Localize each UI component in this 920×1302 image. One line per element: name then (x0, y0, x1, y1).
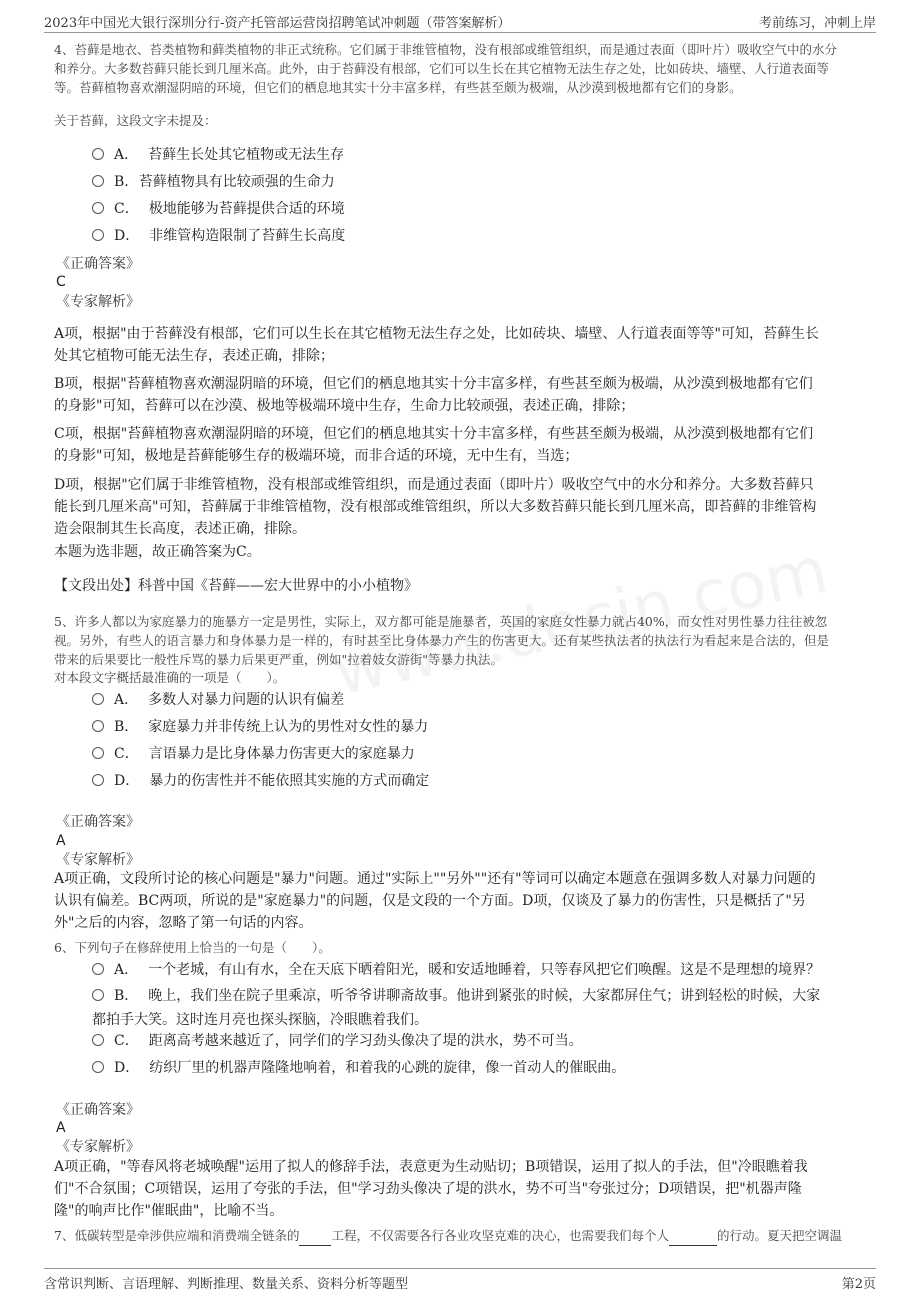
q6-option-a[interactable]: A． 一个老城，有山有水，全在天底下晒着阳光，暖和安适地睡着，只等春风把它们唤醒。这是不是理想的境界？ (92, 957, 860, 983)
q4-analysis-a: A项，根据"由于苔藓没有根部，它们可以生长在其它植物无法生存之处，比如砖块、墙壁、人行道表面等等"可知，苔藓生长 处其它植物可能无法生存，表述正确，排除； (54, 326, 819, 364)
radio-icon[interactable] (92, 175, 104, 187)
q5-option-b[interactable]: B． 家庭暴力并非传统上认为的男性对女性的暴力 (92, 714, 860, 740)
radio-icon[interactable] (92, 693, 104, 705)
q4-answer: C (56, 274, 66, 290)
page-number: 第2页 (841, 1277, 876, 1292)
q5-option-d[interactable]: D． 暴力的伤害性并不能依照其实施的方式而确定 (92, 768, 860, 794)
q7-question: 7、低碳转型是牵涉供应端和消费端全链条的 工程，不仅需要各行各业攻坚克难的决心，也需要我们每个人 的行动。夏天把空调温 (54, 1226, 870, 1246)
radio-icon[interactable] (92, 720, 104, 732)
q5-answer: A (56, 833, 66, 849)
fill-blank-1 (299, 1226, 331, 1246)
q5-answer-label: 《正确答案》 (56, 814, 140, 830)
radio-icon[interactable] (92, 1061, 104, 1073)
q6-analysis-label: 《专家解析》 (56, 1139, 140, 1155)
header-slogan: 考前练习，冲刺上岸 (758, 16, 876, 31)
radio-icon[interactable] (92, 1034, 104, 1046)
q6-answer: A (56, 1120, 66, 1136)
q5-option-c[interactable]: C． 言语暴力是比身体暴力伤害更大的家庭暴力 (92, 741, 860, 767)
radio-icon[interactable] (92, 202, 104, 214)
q4-analysis-b: B项，根据"苔藓植物喜欢潮湿阴暗的环境，但它们的栖息地其实十分丰富多样，有些甚至颇为极端，从沙漠到极地都有它们 的身影"可知，苔藓可以在沙漠、极地等极端环境中生存，生命力比较顽强，表述正确，排除； (54, 376, 813, 414)
document-title: 2023年中国光大银行深圳分行-资产托管部运营岗招聘笔试冲刺题（带答案解析） (44, 16, 511, 31)
q4-conclusion: 本题为选非题，故正确答案为C。 (54, 544, 261, 560)
q6-analysis: A项正确，"等春风将老城唤醒"运用了拟人的修辞手法，表意更为生动贴切；B项错误，运用了拟人的手法，但"冷眼瞧着我 们"不合氛围；C项错误，运用了夸张的手法，但"学习劲头像决了堤的洪水，势不可当"夸张过分；D项错误，把"机器声隆 隆"的响声比作"催眠曲"，比喻不当。 (54, 1159, 808, 1219)
q4-option-d[interactable]: D． 非维管构造限制了苔藓生长高度 (92, 223, 860, 249)
q4-analysis-label: 《专家解析》 (56, 294, 140, 310)
q5-option-a[interactable]: A． 多数人对暴力问题的认识有偏差 (92, 687, 860, 713)
radio-icon[interactable] (92, 774, 104, 786)
q6-answer-label: 《正确答案》 (56, 1102, 140, 1118)
radio-icon[interactable] (92, 229, 104, 241)
q4-option-b[interactable]: B. 苔藓植物具有比较顽强的生命力 (92, 169, 860, 195)
q4-option-a[interactable]: A． 苔藓生长处其它植物或无法生存 (92, 142, 860, 168)
q4-source: 【文段出处】科普中国《苔藓——宏大世界中的小小植物》 (54, 578, 418, 594)
q4-analysis-d: D项，根据"它们属于非维管植物，没有根部或维管组织，而是通过表面（即叶片）吸收空气中的水分和养分。大多数苔藓只 能长到几厘米高"可知，苔藓属于非维管植物，没有根部或维管组织，所以大多数苔藓只能长到几厘米高，即苔藓的非维管构 造会限制其生长高度，表述正确，排除。 (54, 477, 817, 537)
q4-analysis-c: C项，根据"苔藓植物喜欢潮湿阴暗的环境，但它们的栖息地其实十分丰富多样，有些甚至颇为极端，从沙漠到极地都有它们 的身影"可知，极地是苔藓能够生存的极端环境，而非合适的环境，无中生有，当选； (54, 426, 814, 464)
q4-question: 关于苔藓，这段文字未提及： (54, 113, 217, 128)
q4-passage: 4、苔藓是地衣、苔类植物和藓类植物的非正式统称。它们属于非维管植物，没有根部或维管组织，而是通过表面（即叶片）吸收空气中的水分 和养分。大多数苔藓只能长到几厘米高。此外，由于苔藓没有根部，它们可以生长在其它植物无法生存之处，比如砖块、墙壁、人行道表面等 等。苔藓植物喜欢潮湿阴暗的环境，但它们的栖息地其实十分丰富多样，有些甚至颇为极端，从沙漠到极地都有它们的身影。 (54, 42, 837, 95)
q5-question: 对本段文字概括最准确的一项是（ ）。 (54, 670, 286, 685)
q5-analysis-label: 《专家解析》 (56, 852, 140, 868)
page-footer (44, 1268, 876, 1291)
radio-icon[interactable] (92, 747, 104, 759)
q6-option-d[interactable]: D． 纺织厂里的机器声隆隆地响着，和着我的心跳的旋律，像一首动人的催眠曲。 (92, 1055, 860, 1081)
fill-blank-2 (669, 1226, 717, 1246)
q6-question: 6、下列句子在修辞使用上恰当的一句是（ ）。 (54, 940, 331, 955)
q5-passage: 5、许多人都以为家庭暴力的施暴方一定是男性，实际上，双方都可能是施暴者，英国的家庭女性暴力就占40%，而女性对男性暴力往往被忽 视。另外，有些人的语言暴力和身体暴力是一样的，有时甚至比身体暴力产生的伤害更大。还有某些执法者的执法行为看起来是合法的，但是 带来的后果要比一般性斥骂的暴力后果更严重，例如"拉着妓女游街"等暴力执法。 (54, 614, 830, 667)
q5-analysis: A项正确，文段所讨论的核心问题是"暴力"问题。通过"实际上""另外""还有"等词可以确定本题意在强调多数人对暴力问题的 认识有偏差。BC两项，所说的是"家庭暴力"的问题，仅是文段的一个方面。D项，仅谈及了暴力的伤害性，只是概括了"另 外"之后的内容，忽略了第一句话的内容。 (54, 871, 816, 931)
q4-option-c[interactable]: C． 极地能够为苔藓提供合适的环境 (92, 196, 860, 222)
q6-option-b[interactable]: B． 晚上，我们坐在院子里乘凉，听爷爷讲聊斋故事。他讲到紧张的时候，大家都屏住气；讲到轻松的时候，大家 都拍手大笑。这时连月亮也探头探脑，冷眼瞧着我们。 (92, 988, 821, 1028)
footer-note: 含常识判断、言语理解、判断推理、数量关系、资料分析等题型 (44, 1277, 409, 1292)
page-header (44, 10, 876, 33)
radio-icon[interactable] (92, 989, 104, 1001)
q6-option-c[interactable]: C． 距离高考越来越近了，同学们的学习劲头像决了堤的洪水，势不可当。 (92, 1028, 860, 1054)
radio-icon[interactable] (92, 963, 104, 975)
q4-answer-label: 《正确答案》 (56, 256, 140, 272)
radio-icon[interactable] (92, 148, 104, 160)
